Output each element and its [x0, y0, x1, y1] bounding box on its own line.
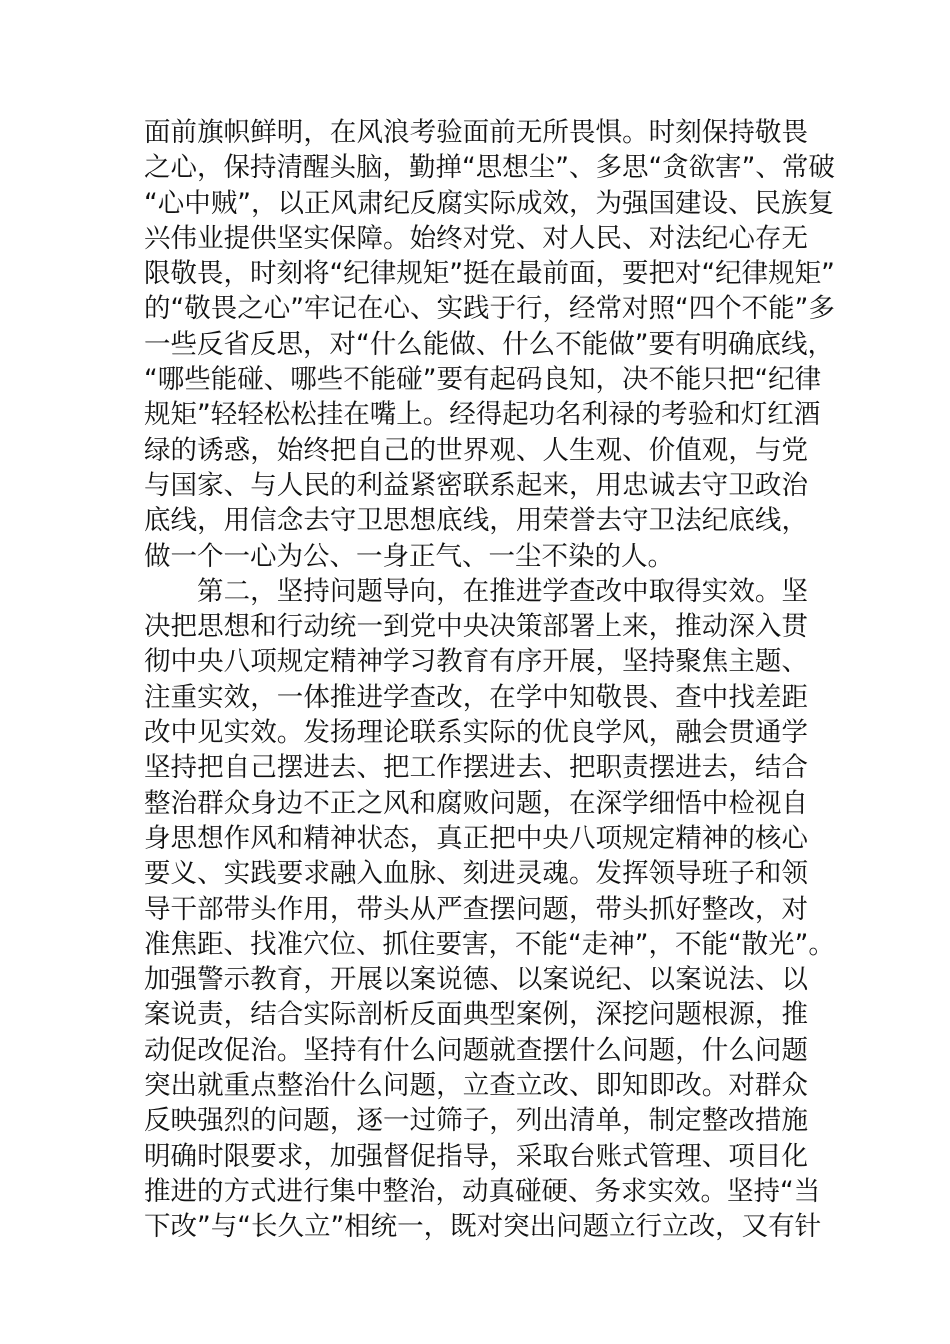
text-line: 决把思想和行动统一到党中央决策部署上来，推动深入贯	[144, 611, 808, 643]
text-line: 彻中央八项规定精神学习教育有序开展，坚持聚焦主题、	[144, 646, 808, 678]
text-line: 整治群众身边不正之风和腐败问题，在深学细悟中检视自	[144, 787, 808, 819]
text-line: 身思想作风和精神状态，真正把中央八项规定精神的核心	[144, 822, 808, 854]
text-line: 一些反省反思，对“什么能做、什么不能做”要有明确底线，	[144, 328, 834, 360]
text-line: 明确时限要求，加强督促指导，采取台账式管理、项目化	[144, 1140, 808, 1172]
text-line: 导干部带头作用，带头从严查摆问题，带头抓好整改，对	[144, 893, 808, 925]
text-line: 加强警示教育，开展以案说德、以案说纪、以案说法、以	[144, 964, 808, 996]
text-line: 规矩”轻轻松松挂在嘴上。经得起功名利禄的考验和灯红酒	[144, 399, 821, 431]
paragraph-2	[144, 574, 835, 1245]
text-line: 要义、实践要求融入血脉、刻进灵魂。发挥领导班子和领	[144, 858, 808, 890]
text-line: 动促改促治。坚持有什么问题就查摆什么问题，什么问题	[144, 1034, 808, 1066]
paragraph-1	[144, 115, 835, 574]
text-line: 底线，用信念去守卫思想底线，用荣誉去守卫法纪底线，	[144, 505, 808, 537]
text-line: 之心，保持清醒头脑，勤掸“思想尘”、多思“贪欲害”、常破	[144, 152, 835, 184]
text-line: 做一个一心为公、一身正气、一尘不染的人。	[144, 540, 674, 572]
text-line: 推进的方式进行集中整治，动真碰硬、务求实效。坚持“当	[144, 1175, 821, 1207]
text-line: 的“敬畏之心”牢记在心、实践于行，经常对照“四个不能”多	[144, 293, 835, 325]
text-line: 下改”与“长久立”相统一，既对突出问题立行立改，又有针	[144, 1211, 822, 1243]
body-text	[144, 115, 835, 1245]
text-line: 案说责，结合实际剖析反面典型案例，深挖问题根源，推	[144, 999, 808, 1031]
text-line: “哪些能碰、哪些不能碰”要有起码良知，决不能只把“纪律	[144, 364, 822, 396]
text-line: 改中见实效。发扬理论联系实际的优良学风，融会贯通学	[144, 717, 808, 749]
text-line: 准焦距、找准穴位、抓住要害，不能“走神”，不能“散光”。	[144, 928, 835, 960]
text-line: 第二，坚持问题导向，在推进学查改中取得实效。坚	[197, 575, 808, 607]
text-line: 绿的诱惑，始终把自己的世界观、人生观、价值观，与党	[144, 434, 808, 466]
text-line: 面前旗帜鲜明，在风浪考验面前无所畏惧。时刻保持敬畏	[144, 117, 808, 148]
text-line: 突出就重点整治什么问题，立查立改、即知即改。对群众	[144, 1070, 808, 1102]
text-line: 与国家、与人民的利益紧密联系起来，用忠诚去守卫政治	[144, 469, 808, 501]
text-line: 限敬畏，时刻将“纪律规矩”挺在最前面，要把对“纪律规矩”	[144, 258, 835, 290]
text-line: 坚持把自己摆进去、把工作摆进去、把职责摆进去，结合	[144, 752, 808, 784]
text-line: 反映强烈的问题，逐一过筛子，列出清单，制定整改措施	[144, 1105, 808, 1137]
text-line: 兴伟业提供坚实保障。始终对党、对人民、对法纪心存无	[144, 222, 808, 254]
text-line: “心中贼”，以正风肃纪反腐实际成效，为强国建设、民族复	[144, 187, 834, 219]
text-line: 注重实效，一体推进学查改，在学中知敬畏、查中找差距	[144, 681, 808, 713]
